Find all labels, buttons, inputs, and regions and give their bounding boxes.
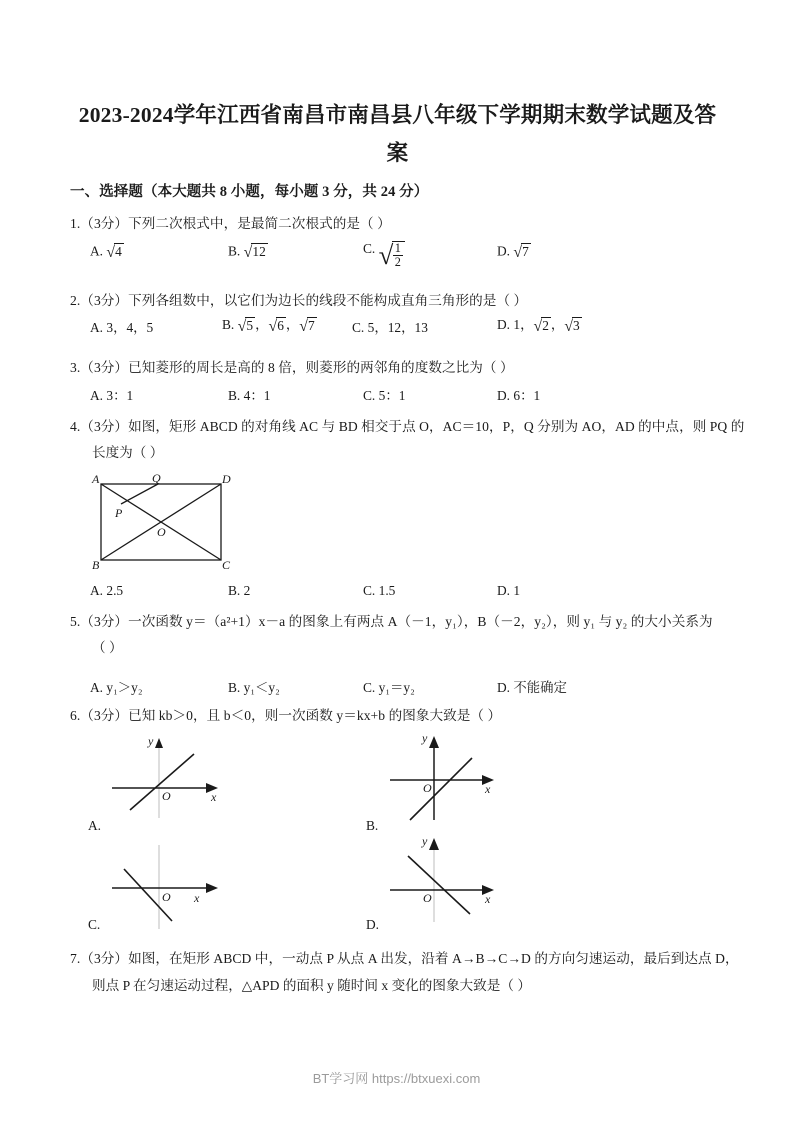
option-b-label: B. — [222, 317, 235, 332]
question-3-stem: 3.（3分）已知菱形的周长是高的 8 倍，则菱形的两邻角的度数之比为（ ） — [70, 360, 514, 375]
option-d-label: D. — [497, 583, 511, 598]
question-4-option-d — [497, 583, 520, 599]
point-label-o: O — [157, 525, 166, 539]
question-2-option-d: D. 1，√2 ，√3 — [497, 317, 580, 335]
option-c-label: C. — [363, 680, 376, 695]
option-b-label: B. — [228, 583, 241, 598]
question-2-option-b: B. √5 ，√6 ，√7 — [222, 317, 315, 335]
question-4-figure — [88, 470, 240, 574]
option-b-text: y₁＜y₂ — [243, 680, 280, 695]
page-title-line1: 2023-2024学年江西省南昌市南昌县八年级下学期期末数学试题及答 — [78, 103, 717, 127]
point-label-q: Q — [152, 471, 161, 485]
question-6-graph-c — [112, 845, 228, 925]
option-c-label: C. — [363, 583, 376, 598]
question-5-stem-line1: 5.（3分）一次函数 y＝（a²+1）x－a 的图象上有两点 A（－1，y₁），B（－2，y₂），则 y₁ 与 y₂ 的大小关系为 — [70, 614, 713, 629]
origin-label-o: O — [423, 891, 432, 905]
question-4-stem-line1: 4.（3分）如图，矩形 ABCD 的对角线 AC 与 BD 相交于点 O，AC＝10，P，Q 分别为 AO，AD 的中点，则 PQ 的 — [70, 419, 745, 434]
origin-label-o: O — [423, 781, 432, 795]
question-6-graph-d — [390, 834, 506, 918]
axis-label-x: x — [194, 891, 200, 905]
question-1-option-c: C. √ $\frac{1}{2}$ — [363, 240, 405, 271]
option-c-text: 5：1 — [378, 388, 406, 403]
axis-label-y: y — [148, 734, 154, 748]
option-d-text: 6：1 — [513, 388, 541, 403]
question-2-option-c — [352, 317, 428, 336]
question-1-option-b: B. √12 — [228, 243, 266, 261]
option-c-text: y₁＝y₂ — [378, 680, 415, 695]
coordinate-graph-b — [390, 736, 506, 822]
question-3-option-c — [363, 385, 405, 404]
option-d-text: 1 — [513, 583, 521, 598]
coordinate-graph-d — [390, 838, 506, 926]
question-6-option-a-label: A. — [88, 818, 102, 833]
question-5-stem-line2: （ ） — [92, 640, 123, 655]
coordinate-graph-a — [112, 738, 228, 820]
option-d-label: D. — [497, 388, 511, 403]
option-c-label: C. — [352, 320, 365, 335]
origin-label-o: O — [162, 789, 171, 803]
vertex-label-b: B — [92, 558, 100, 572]
question-6-option-b-label: B. — [366, 818, 379, 833]
question-2-option-a — [90, 317, 153, 336]
question-4-option-c — [363, 583, 395, 599]
vertex-label-c: C — [222, 558, 231, 572]
option-c-label: C. — [363, 388, 376, 403]
option-a-text: 2.5 — [106, 583, 124, 598]
question-4-stem-line2: 长度为（ ） — [92, 445, 164, 460]
option-a-label: A. — [90, 583, 104, 598]
vertex-label-a: A — [92, 472, 100, 486]
origin-label-o: O — [162, 890, 171, 904]
axis-label-x: x — [211, 790, 217, 804]
option-b-text: 2 — [243, 583, 251, 598]
question-3-option-a — [90, 385, 133, 404]
rectangle-abcd-diagram — [88, 470, 240, 574]
axis-label-y: y — [422, 731, 428, 745]
question-4-option-a — [90, 583, 123, 599]
option-c-text: 1.5 — [378, 583, 396, 598]
option-b-label: B. — [228, 680, 241, 695]
question-6-option-d-label: D. — [366, 917, 380, 932]
axis-label-x: x — [485, 782, 491, 796]
option-c-label: C. — [363, 241, 376, 257]
question-2-stem: 2.（3分）下列各组数中，以它们为边长的线段不能构成直角三角形的是（ ） — [70, 293, 528, 308]
page-title — [70, 96, 725, 172]
option-d-label: D. — [497, 243, 511, 259]
option-b-label: B. — [228, 243, 241, 259]
option-b-text: 4：1 — [243, 388, 271, 403]
question-7-stem-line1: 7.（3分）如图，在矩形 ABCD 中，一动点 P 从点 A 出发，沿着 A→B→C→D 的方向匀速运动，最后到达点 D， — [70, 951, 739, 966]
option-a-label: A. — [90, 680, 104, 695]
question-1-stem: 1.（3分）下列二次根式中，是最简二次根式的是（ ） — [70, 216, 391, 231]
page-title-line2: 案 — [386, 141, 409, 165]
question-1-option-a: A. √4 — [90, 243, 122, 261]
point-label-p: P — [115, 506, 123, 520]
question-6-option-c-label: C. — [88, 917, 101, 932]
section-heading: 一、选择题（本大题共 8 小题，每小题 3 分，共 24 分） — [70, 184, 429, 200]
question-3-option-b — [228, 385, 270, 404]
question-5-option-a — [90, 677, 143, 696]
question-6-graph-b — [390, 731, 506, 816]
option-d-label: D. — [497, 680, 511, 695]
option-d-label: D. — [497, 317, 511, 332]
option-a-label: A. — [90, 243, 104, 259]
option-a-text: 3，4，5 — [106, 320, 154, 335]
option-a-label: A. — [90, 388, 104, 403]
question-3-option-d — [497, 385, 540, 404]
option-a-text: y₁＞y₂ — [106, 680, 143, 695]
option-d-text: 不能确定 — [513, 680, 567, 695]
question-6-graph-a — [112, 734, 228, 818]
question-4-option-b — [228, 583, 250, 599]
question-1-option-d: D. √7 — [497, 243, 529, 261]
question-7-stem-line2: 则点 P 在匀速运动过程，△APD 的面积 y 随时间 x 变化的图象大致是（ ） — [92, 978, 531, 993]
vertex-label-d: D — [222, 472, 231, 486]
option-a-label: A. — [90, 320, 104, 335]
question-5-option-b — [228, 677, 280, 696]
footer-watermark: BT学习网 https://btxuexi.com — [312, 1071, 481, 1086]
coordinate-graph-c — [112, 845, 228, 931]
question-6-stem: 6.（3分）已知 kb＞0，且 b＜0，则一次函数 y＝kx+b 的图象大致是（ ） — [70, 708, 502, 723]
option-a-text: 3：1 — [106, 388, 134, 403]
question-5-option-d — [497, 677, 567, 696]
option-c-text: 5，12，13 — [367, 320, 428, 335]
axis-label-x: x — [485, 892, 491, 906]
axis-label-y: y — [422, 834, 428, 848]
question-5-option-c — [363, 677, 415, 696]
option-b-label: B. — [228, 388, 241, 403]
